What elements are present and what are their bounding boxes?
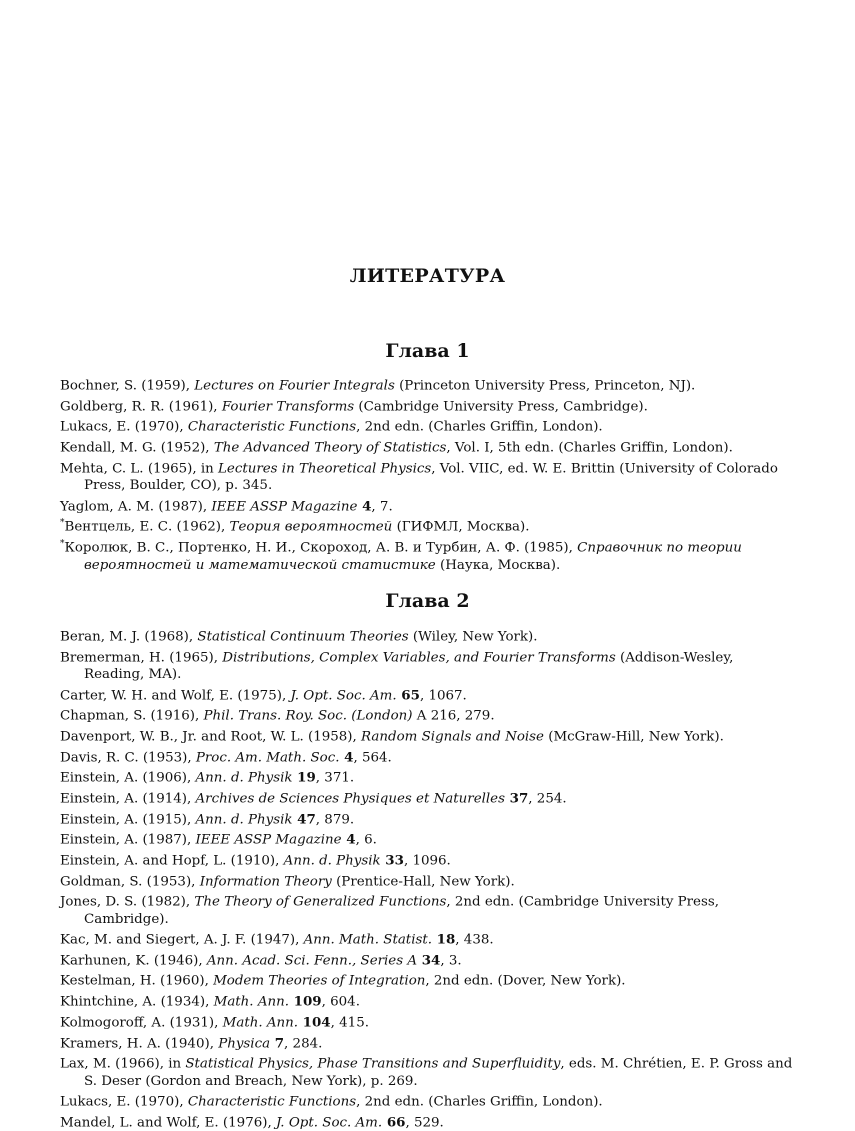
reference-italic: Archives de Sciences Physiques et Naturelles: [195, 791, 505, 807]
reference-bold: 4: [341, 831, 356, 848]
reference-post: , 7.: [371, 499, 393, 515]
reference-pre: Jones, D. S. (1982),: [60, 894, 195, 910]
reference-entry: [60, 828, 795, 849]
reference-bold: 19: [292, 769, 316, 786]
reference-post: , 371.: [315, 770, 355, 786]
reference-pre: Khintchine, A. (1934),: [60, 994, 214, 1010]
reference-bold: 66: [382, 1114, 406, 1131]
reference-pre: Kac, M. and Siegert, A. J. F. (1947),: [60, 932, 304, 948]
reference-italic: Modem Theories of Integration: [213, 973, 426, 989]
reference-pre: Davenport, W. B., Jr. and Root, W. L. (1958),: [60, 729, 362, 745]
reference-pre: Chapman, S. (1916),: [60, 708, 204, 724]
reference-post: , 564.: [353, 750, 392, 766]
reference-pre: Einstein, A. (1987),: [60, 832, 196, 848]
reference-pre: Mehta, C. L. (1965), in: [60, 461, 219, 477]
reference-post: , 2nd edn. (Cambridge University Press, Cambridge).: [84, 894, 719, 927]
reference-italic: Math. Ann.: [213, 994, 289, 1010]
reference-post: , 438.: [455, 932, 494, 948]
reference-entry: [60, 625, 795, 646]
reference-pre: Yaglom, A. M. (1987),: [60, 499, 212, 515]
reference-bold: 4: [357, 498, 372, 515]
reference-post: A 216, 279.: [412, 708, 495, 724]
reference-entry: [60, 457, 795, 495]
reference-entry: [60, 928, 795, 949]
reference-entry: [60, 1011, 795, 1032]
reference-italic: Information Theory: [199, 874, 332, 890]
reference-pre: Kestelman, H. (1960),: [60, 973, 214, 989]
reference-pre: Lax, M. (1966), in: [60, 1056, 186, 1072]
reference-entry: [60, 536, 795, 574]
reference-post: , 1067.: [419, 688, 467, 704]
reference-post: , 2nd edn. (Dover, New York).: [425, 973, 626, 989]
reference-bold: 65: [396, 687, 420, 704]
reference-post: (Prentice-Hall, New York).: [331, 874, 515, 890]
reference-entry: [60, 684, 795, 705]
reference-italic: Fourier Transforms: [221, 399, 355, 415]
reference-italic: The Advanced Theory of Statistics: [213, 440, 447, 456]
reference-post: (Princeton University Press, Princeton, NJ).: [394, 378, 696, 394]
reference-bold: 18: [431, 931, 456, 948]
reference-post: (Cambridge University Press, Cambridge).: [354, 399, 648, 415]
reference-entry: [60, 515, 795, 536]
reference-italic: Random Signals and Noise: [361, 729, 544, 745]
reference-bold: 104: [298, 1014, 331, 1031]
reference-entry: [60, 436, 795, 457]
chapter-2-title: Глава 2: [385, 590, 470, 612]
reference-italic: Proc. Am. Math. Soc.: [195, 750, 340, 766]
reference-post: , eds. M. Chrétien, E. P. Gross and S. Deser (Gordon and Breach, New York), p. 269.: [84, 1056, 793, 1089]
reference-italic: Ann. Math. Statist.: [303, 932, 432, 948]
reference-bold: 4: [339, 749, 354, 766]
reference-pre: Beran, M. J. (1968),: [60, 629, 198, 645]
chapter-2-reference-list: [60, 625, 795, 1131]
reference-entry: [60, 746, 795, 767]
reference-pre: Einstein, A. (1906),: [60, 770, 196, 786]
reference-entry: [60, 787, 795, 808]
reference-post: , 2nd edn. (Charles Griffin, London).: [356, 419, 603, 435]
reference-bold: 37: [504, 790, 529, 807]
reference-pre: Goldman, S. (1953),: [60, 874, 200, 890]
reference-post: , 284.: [284, 1035, 323, 1051]
reference-italic: Characteristic Functions: [187, 1094, 357, 1110]
reference-pre: Carter, W. H. and Wolf, E. (1975),: [60, 688, 291, 704]
reference-entry: [60, 949, 795, 970]
reference-entry: [60, 870, 795, 891]
reference-post: , 604.: [321, 994, 360, 1010]
reference-post: (Wiley, New York).: [408, 629, 538, 645]
reference-post: (McGraw-Hill, New York).: [543, 729, 724, 745]
reference-pre: Einstein, A. and Hopf, L. (1910),: [60, 853, 284, 869]
reference-post: (Addison-Wesley, Reading, MA).: [84, 650, 734, 683]
reference-entry: [60, 1090, 795, 1111]
reference-pre: Kolmogoroff, A. (1931),: [60, 1015, 223, 1031]
reference-italic: J. Opt. Soc. Am.: [275, 1115, 383, 1131]
reference-italic: Ann. Acad. Sci. Fenn., Series A: [206, 953, 418, 969]
reference-post: , Vol. VIIC, ed. W. E. Brittin (University of Colorado Press, Boulder, CO), p. 345.: [84, 461, 778, 494]
reference-italic: IEEE ASSP Magazine: [195, 832, 342, 848]
reference-italic: Lectures on Fourier Integrals: [194, 378, 395, 394]
reference-entry: [60, 725, 795, 746]
reference-italic: Math. Ann.: [222, 1015, 299, 1031]
reference-entry: [60, 1111, 795, 1131]
reference-italic: Characteristic Functions: [187, 419, 357, 435]
chapter-1-title: Глава 1: [385, 340, 470, 362]
reference-pre: Вентцель, Е. С. (1962),: [64, 519, 230, 535]
reference-bold: 7: [270, 1034, 285, 1051]
reference-pre: Lukacs, E. (1970),: [60, 419, 188, 435]
reference-post: , 3.: [440, 953, 462, 969]
reference-pre: Bremerman, H. (1965),: [60, 650, 223, 666]
reference-post: , 254.: [528, 791, 567, 807]
reference-bold: 47: [292, 811, 316, 828]
reference-italic: Phil. Trans. Roy. Soc. (London): [203, 708, 413, 724]
reference-entry: [60, 374, 795, 395]
reference-post: , 1096.: [403, 853, 451, 869]
reference-entry: [60, 808, 795, 829]
reference-italic: Lectures in Theoretical Physics: [218, 461, 432, 477]
reference-pre: Lukacs, E. (1970),: [60, 1094, 188, 1110]
reference-post: , 415.: [330, 1015, 369, 1031]
reference-entry: [60, 990, 795, 1011]
reference-bold: 33: [380, 852, 404, 869]
reference-entry: [60, 766, 795, 787]
reference-italic: Distributions, Complex Variables, and Fourier Transforms: [222, 650, 616, 666]
reference-entry: [60, 395, 795, 416]
page-title: ЛИТЕРАТУРА: [349, 265, 506, 287]
reference-italic: Physica: [218, 1035, 271, 1051]
reference-entry: [60, 415, 795, 436]
reference-italic: Справочник по теории вероятностей и математической статистике: [84, 540, 742, 573]
reference-italic: The Theory of Generalized Functions: [194, 894, 447, 910]
reference-italic: Ann. d. Physik: [283, 853, 381, 869]
reference-italic: Ann. d. Physik: [195, 770, 293, 786]
reference-post: , 2nd edn. (Charles Griffin, London).: [356, 1094, 603, 1110]
reference-pre: Королюк, В. С., Портенко, Н. И., Скороход, А. В. и Турбин, А. Ф. (1985),: [64, 540, 578, 556]
reference-entry: [60, 1032, 795, 1053]
reference-italic: Теория вероятностей: [229, 519, 393, 535]
reference-post: (Наука, Москва).: [435, 557, 561, 573]
reference-entry: [60, 646, 795, 684]
reference-bold: 109: [289, 993, 322, 1010]
reference-entry: [60, 890, 795, 928]
reference-italic: IEEE ASSP Magazine: [211, 499, 358, 515]
reference-star: *: [60, 538, 65, 549]
reference-entry: [60, 969, 795, 990]
reference-pre: Karhunen, K. (1946),: [60, 953, 207, 969]
reference-italic: J. Opt. Soc. Am.: [290, 688, 397, 704]
reference-entry: [60, 1052, 795, 1090]
reference-pre: Mandel, L. and Wolf, E. (1976),: [60, 1115, 276, 1131]
reference-pre: Goldberg, R. R. (1961),: [60, 399, 222, 415]
reference-italic: Statistical Physics, Phase Transitions and Superfluidity: [185, 1056, 561, 1072]
reference-entry: [60, 704, 795, 725]
reference-post: (ГИФМЛ, Москва).: [392, 519, 530, 535]
reference-pre: Einstein, A. (1914),: [60, 791, 196, 807]
reference-post: , 529.: [405, 1115, 444, 1131]
reference-pre: Davis, R. C. (1953),: [60, 750, 196, 766]
reference-pre: Einstein, A. (1915),: [60, 812, 196, 828]
reference-entry: [60, 849, 795, 870]
reference-pre: Bochner, S. (1959),: [60, 378, 195, 394]
reference-post: , 6.: [355, 832, 377, 848]
reference-star: *: [60, 518, 65, 529]
reference-post: , 879.: [315, 812, 355, 828]
reference-italic: Statistical Continuum Theories: [197, 629, 409, 645]
chapter-1-reference-list: [60, 374, 795, 574]
reference-pre: Kramers, H. A. (1940),: [60, 1035, 219, 1051]
reference-pre: Kendall, M. G. (1952),: [60, 440, 214, 456]
reference-italic: Ann. d. Physik: [195, 812, 293, 828]
reference-entry: [60, 495, 795, 516]
reference-bold: 34: [417, 952, 441, 969]
reference-post: , Vol. I, 5th edn. (Charles Griffin, London).: [446, 440, 733, 456]
